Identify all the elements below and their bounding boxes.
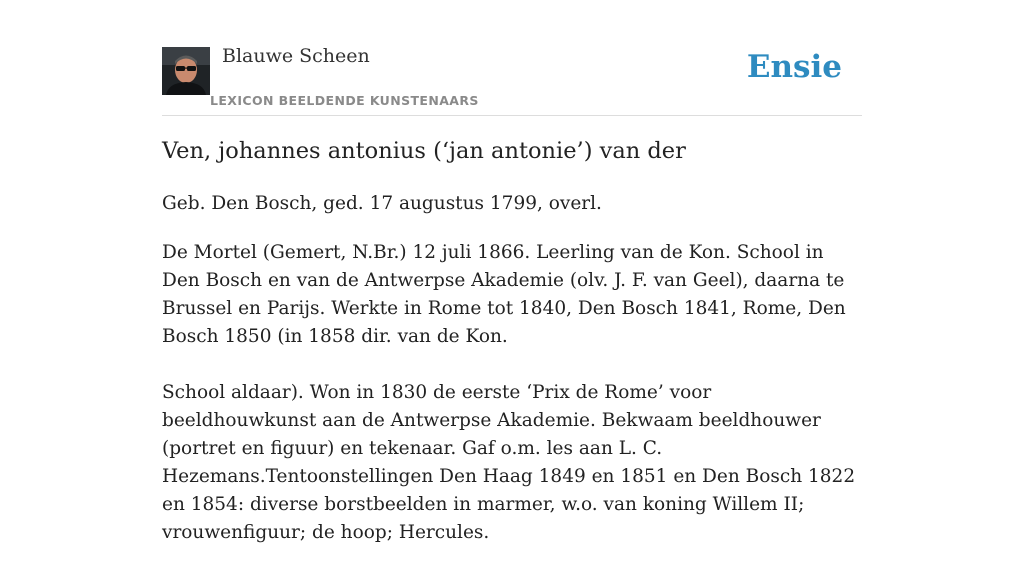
page-title: Ven, johannes antonius (‘jan antonie’) van der <box>162 138 686 164</box>
avatar[interactable] <box>162 47 210 95</box>
brand-logo[interactable]: Ensie <box>746 49 842 85</box>
article-card <box>162 0 862 543</box>
article-body <box>162 239 867 575</box>
user-avatar-icon <box>162 47 210 95</box>
article-intro: Geb. Den Bosch, ged. 17 augustus 1799, overl. <box>162 193 602 214</box>
article-header <box>162 0 862 116</box>
author-name[interactable]: Blauwe Scheen <box>222 45 370 67</box>
article-paragraph: School aldaar). Won in 1830 de eerste ‘Prix de Rome’ voor beeldhouwkunst aan de Antwerpse Akademie. Bekwaam beeldhouwer (portret en figuur) en tekenaar. Gaf o.m. les aan L. C. Hezemans.Tentoonstellingen Den Haag 1849 en 1851 en Den Bosch 1822 en 1854: diverse borstbeelden in marmer, w.o. van koning Willem II; vrouwenfiguur; de hoop; Hercules. <box>162 382 856 543</box>
article-paragraph: De Mortel (Gemert, N.Br.) 12 juli 1866. Leerling van de Kon. School in Den Bosch en van de Antwerpse Akademie (olv. J. F. van Geel), daarna te Brussel en Parijs. Werkte in Rome tot 1840, Den Bosch 1841, Rome, Den Bosch 1850 (in 1858 dir. van de Kon. <box>162 242 846 347</box>
category-label[interactable]: LEXICON BEELDENDE KUNSTENAARS <box>210 93 479 108</box>
